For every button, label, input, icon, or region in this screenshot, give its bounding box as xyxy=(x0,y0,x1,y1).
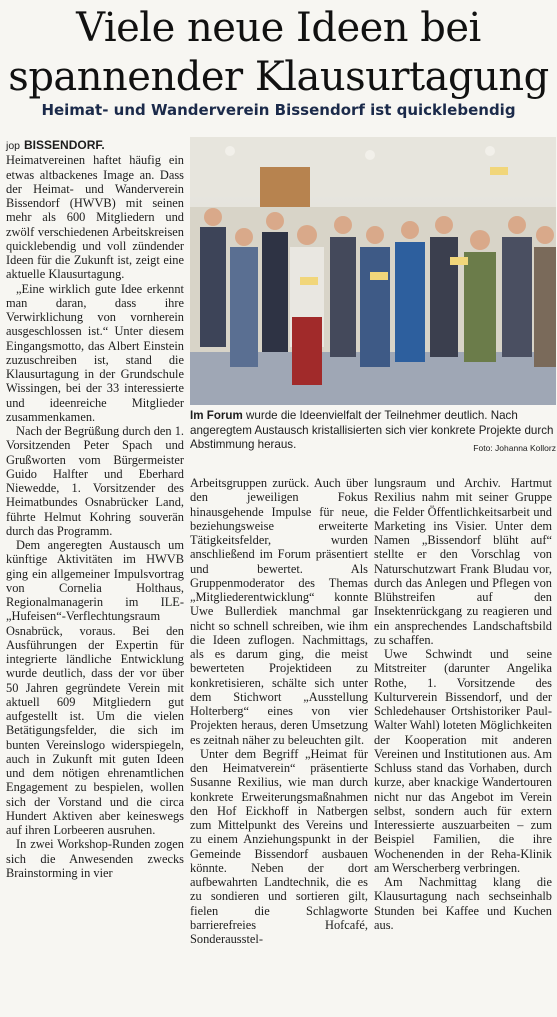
group-photo xyxy=(190,137,556,405)
caption-text: wurde die Ideenvielfalt der Teilnehmer deutlich. Nach angeregtem Austausch kristallisierten sich vier konkrete Projekte durch Abstimmung heraus. xyxy=(190,409,554,451)
article-column-1 xyxy=(6,138,184,880)
photo-credit: Foto: Johanna Kollorz xyxy=(473,443,556,453)
paragraph: Dem angeregten Austausch um künftige Aktivitäten im HWVB ging ein allgemeiner Impulsvortrag von Cornelia Holthaus, Regionalmanagerin im ILE-„Hufeisen“-Verflechtungsraum Osnabrück, voraus. Bei den Ausführungen der Expertin für integrierte ländliche Entwicklung wurde deutlich, dass der vor über 50 Jahren gegründete Verein mit aktuell 609 Mitgliedern gut aufgestellt ist. Um die vielen Betätigungsfelder, die sich im bunten Vereinslogo widerspiegeln, auch in Zukunft mit guten Ideen und dem nötigen ehrenamtlichen Engagement zu bespielen, wollen sich der Vorstand und die circa Hundert Aktiven aber keineswegs auf ihren Lorbeeren ausruhen. xyxy=(6,538,184,837)
author-initials: jop xyxy=(6,140,21,152)
dateline-location: BISSENDORF. xyxy=(24,138,105,152)
article-column-3 xyxy=(374,476,552,932)
paragraph: Arbeitsgruppen zurück. Auch über den jeweiligen Fokus hinausgehende Impulse für neue, beziehungsweise erweiterte Tätigkeitsfelder, wurden anschließend im Forum präsentiert und bewertet. Als Gruppenmoderator des Themas „Mitgliederentwicklung“ konnte Uwe Bullerdiek manchmal gar nicht so schnell schreiben, wie ihm die Ideen zuflogen. Nachmittags, als es darum ging, die meist bewerteten Projektideen zu konkretisieren, schälte sich unter dem Stichwort „Ausstellung Holterberg“ eines von vier Projekten heraus, deren Umsetzung es zeitnah näher zu beleuchten gilt. xyxy=(190,476,368,747)
subheadline: Heimat- und Wanderverein Bissendorf ist quicklebendig xyxy=(41,101,516,119)
headline xyxy=(0,4,557,102)
paragraph: „Eine wirklich gute Idee erkennt man daran, dass ihre Verwirklichung von vornherein ausgeschlossen ist.“ Unter diesem Eingangsmotto, das Albert Einstein zuzuschreiben ist, stand die Klausurtagung in der Grundschule Wissingen, bei der 33 interessierte und ideenreiche Mitglieder zusammenkamen. xyxy=(6,281,184,424)
photo-caption xyxy=(190,409,556,456)
paragraph: Unter dem Begriff „Heimat für den Heimatverein“ präsentierte Susanne Rexilius, wie man durch konkrete Erweiterungsmaßnahmen den Hof Eickhoff in Natbergen zum Mittelpunkt des Vereins und zu einem Anziehungspunkt in der Gemeinde Bissendorf ausbauen könnte. Neben der dort aufbewahrten Landtechnik, die es zu sondieren und sortieren gilt, fielen die Schlagworte barrierefreies Hofcafé, Sonderausstel- xyxy=(190,746,368,946)
paragraph: Am Nachmittag klang die Klausurtagung nach sechseinhalb Stunden bei Kaffee und Kuchen aus. xyxy=(374,875,552,932)
paragraph: In zwei Workshop-Runden zogen sich die Anwesenden zwecks Brainstorming in vier xyxy=(6,837,184,880)
paragraph: Nach der Begrüßung durch den 1. Vorsitzenden Peter Spach und Grußworten vom Bürgermeister Guido Halfter und Eberhard Niewedde, 1. Vorsitzender des Heimatbundes Osnabrücker Land, führte Helmut Kohring souverän durch das Programm. xyxy=(6,424,184,538)
paragraph-text: Heimatvereinen haftet häufig ein etwas altbackenes Image an. Dass der Heimat- und Wanderverein Bissendorf (HWVB) mit seinen mehr als 600 Mitgliedern und zwölf verschiedenen Arbeitskreisen quicklebendig und voll zündender Ideen für die Zukunft ist, zeigt eine aktuelle Klausurtagung. xyxy=(6,153,184,282)
article-column-2 xyxy=(190,476,368,946)
paragraph: Uwe Schwindt und seine Mitstreiter (darunter Angelika Rothe, 1. Vorsitzende des Kulturverein Bissendorf, und der Schledehauser Ortshistoriker Paul-Walter Wahl) loteten Möglichkeiten der Kooperation mit anderen Vereinen und Institutionen aus. Am Schluss stand das Vorhaben, durch kurze, aber knackige Wandertouren nicht nur das Angebot im Verein selbst, sondern auch für extern Interessierte auszuarbeiten – zum Beispiel Familien, die ihre Wochenenden in der Reha-Klinik am Werscherberg verbringen. xyxy=(374,647,552,875)
paragraph: lungsraum und Archiv. Hartmut Rexilius nahm mit seiner Gruppe die Felder Öffentlichkeitsarbeit und Marketing ins Visier. Unter dem Namen „Bissendorf blüht auf“ stellte er den Vorschlag von Naturschutzwart Frank Bludau vor, durch das Anlegen und Pflegen von Blühstreifen auf den Insektenrückgang zu reagieren und ein ansprechendes Landschaftsbild zu schaffen. xyxy=(374,476,552,647)
group-photo-illustration xyxy=(190,137,556,405)
headline-line-2: spannender Klausurtagung xyxy=(8,54,549,100)
caption-lead: Im Forum xyxy=(190,409,243,422)
headline-line-1: Viele neue Ideen bei xyxy=(76,5,481,51)
lead-paragraph xyxy=(6,138,184,282)
